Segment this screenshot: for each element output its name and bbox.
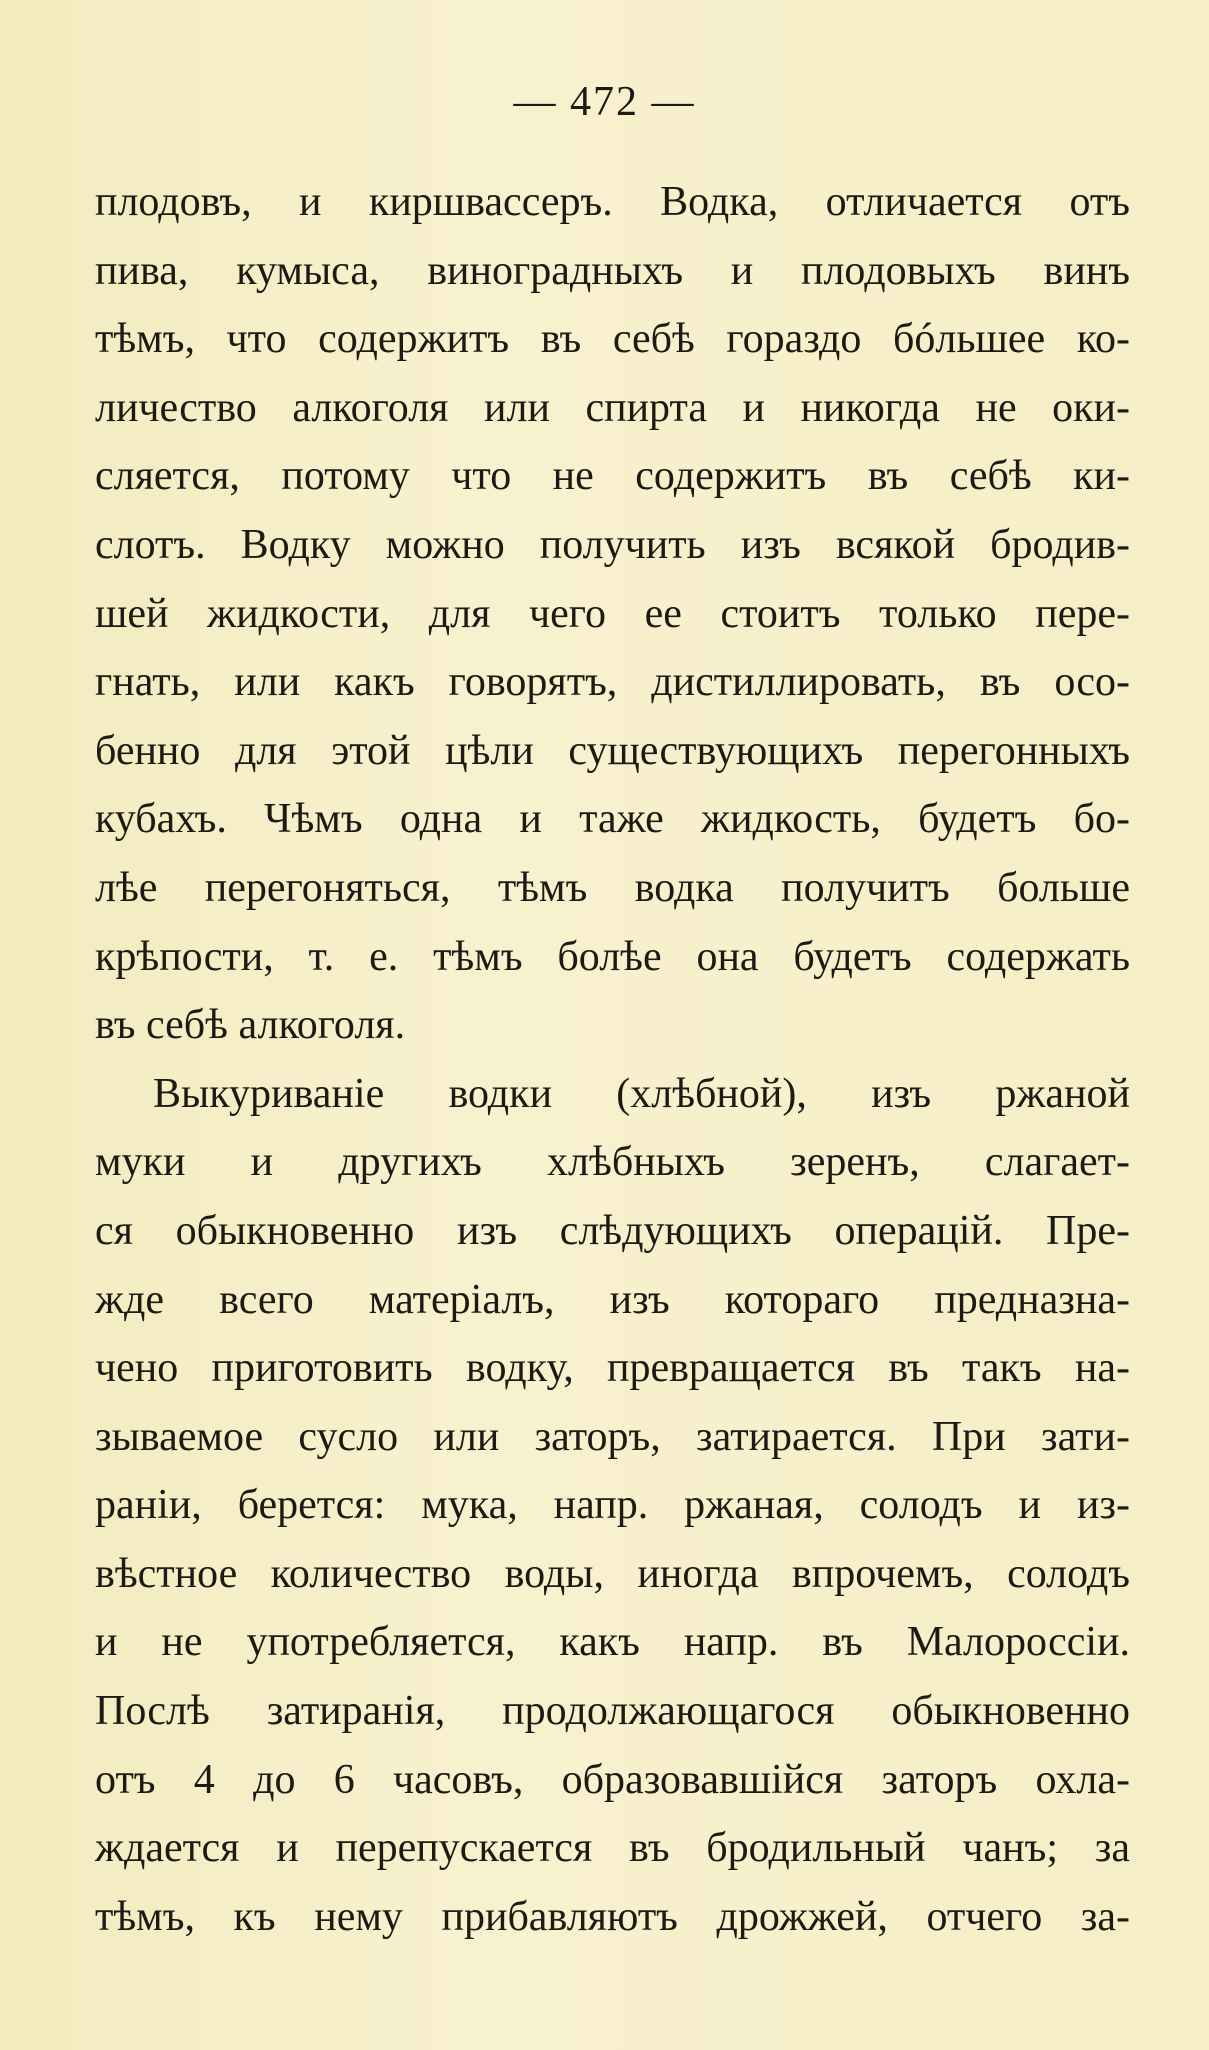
text-line: крѣпости, т. е. тѣмъ болѣе она будетъ содержать (95, 933, 1130, 980)
paragraph (95, 168, 1130, 1060)
text-line: Выкуриваніе водки (хлѣбной), изъ ржаной (153, 1070, 1130, 1117)
text-line: пива, кумыса, виноградныхъ и плодовыхъ винъ (95, 247, 1130, 294)
text-line: бенно для этой цѣли существующихъ перегонныхъ (95, 727, 1130, 774)
text-line: лѣе перегоняться, тѣмъ водка получитъ больше (95, 864, 1130, 911)
paragraph (95, 1060, 1130, 1952)
text-line: и не употребляется, какъ напр. въ Малороссіи. (95, 1619, 1130, 1666)
text-line: сляется, потому что не содержитъ въ себѣ ки- (95, 453, 1130, 500)
text-line: шей жидкости, для чего ее стоитъ только пере- (95, 590, 1130, 637)
text-line: кубахъ. Чѣмъ одна и таже жидкость, будетъ бо- (95, 796, 1130, 843)
text-line: въ себѣ алкоголя. (95, 1002, 406, 1049)
text-line: вѣстное количество воды, иногда впрочемъ, солодъ (95, 1550, 1130, 1597)
page-number: — 472 — (513, 79, 696, 125)
text-line: чено приготовить водку, превращается въ такъ на- (95, 1345, 1130, 1392)
text-line: муки и другихъ хлѣбныхъ зеренъ, слагает- (95, 1139, 1130, 1186)
text-line: отъ 4 до 6 часовъ, образовавшійся заторъ охла- (95, 1756, 1130, 1803)
text-line: жде всего матеріалъ, изъ котораго предназна- (95, 1276, 1130, 1323)
text-line: личество алкоголя или спирта и никогда не оки- (95, 384, 1130, 431)
text-line: ждается и перепускается въ бродильный чанъ; за (95, 1825, 1130, 1872)
text-line: слотъ. Водку можно получить изъ всякой бродив- (95, 521, 1130, 568)
text-line: Послѣ затиранія, продолжающагося обыкновенно (95, 1688, 1130, 1735)
text-line: зываемое сусло или заторъ, затирается. При зати- (95, 1413, 1130, 1460)
body-text (95, 168, 1130, 1951)
text-line: раніи, берется: мука, напр. ржаная, солодъ и из- (95, 1482, 1130, 1529)
text-line: тѣмъ, къ нему прибавляютъ дрожжей, отчего за- (95, 1893, 1130, 1940)
text-line: гнать, или какъ говорятъ, дистиллировать, въ осо- (95, 659, 1130, 706)
text-line: плодовъ, и киршвассеръ. Водка, отличается отъ (95, 179, 1130, 225)
text-line: тѣмъ, что содержитъ въ себѣ гораздо бóльшее ко- (95, 316, 1130, 363)
text-line: ся обыкновенно изъ слѣдующихъ операцій. Пре- (95, 1207, 1130, 1254)
